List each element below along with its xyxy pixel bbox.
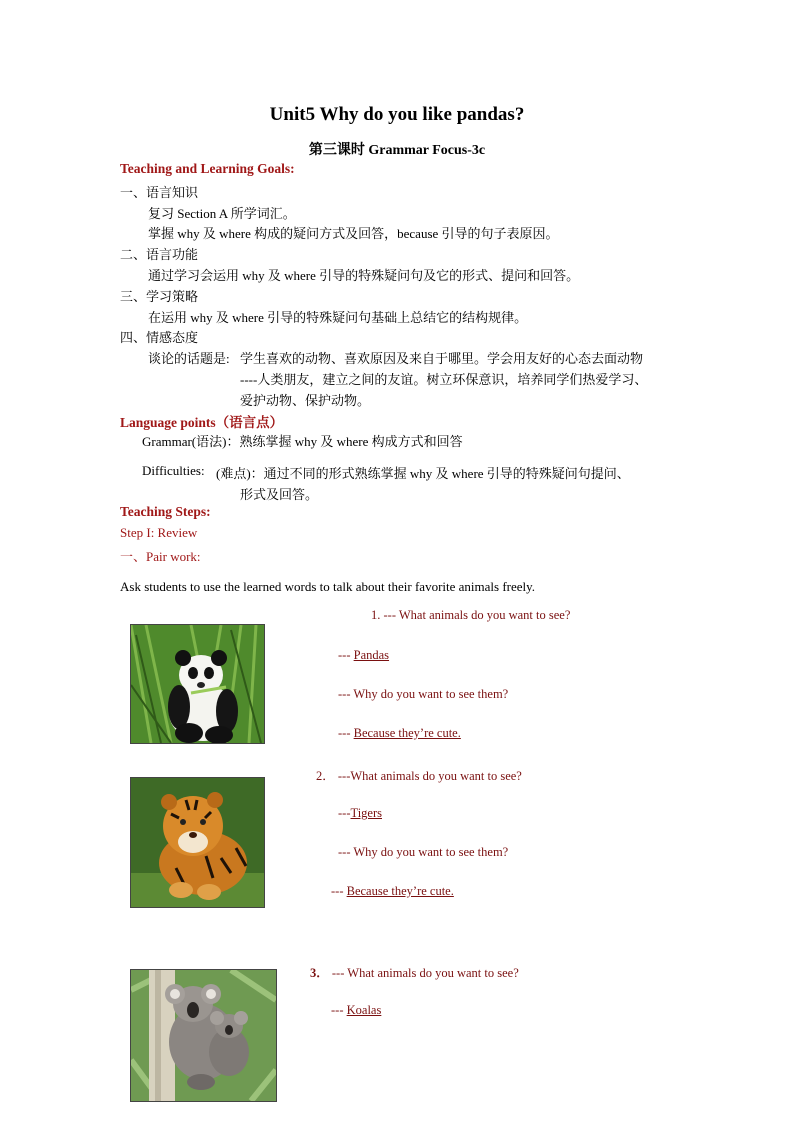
dialog-3-a1-text: Koalas [346,1003,382,1017]
pair-work-label: 一、Pair work: [120,549,201,564]
dialog-2-a1-text: Tigers [350,806,382,820]
dialog-1-a2-text: Because they’re cute. [353,726,461,740]
grammar-line: Grammar(语法)：熟练掌握 why 及 where 构成方式和回答 [142,434,463,449]
goals-section-4: 四、情感态度 [120,330,199,345]
dialog-3-question-1 [310,963,519,981]
dialog-2-question-2: --- Why do you want to see them? [338,845,509,859]
dialog-2-number: 2． [316,769,335,783]
goals-section-3: 三、学习策略 [120,289,199,304]
dialog-2-question-1 [316,766,522,784]
difficulties-line-2: 形式及回答。 [240,487,319,502]
dialog-3-q1-text: --- What animals do you want to see? [331,966,519,980]
dialog-1-answer-2 [338,726,461,741]
dialog-2-answer-2 [331,884,454,899]
dialog-1-a1-text: Pandas [353,648,390,662]
goals-section-4-line-2: ----人类朋友，建立之间的友谊。树立环保意识，培养同学们热爱学习、 [240,372,648,387]
dialog-2-q1-text: ---What animals do you want to see? [337,769,522,783]
dialog-2-a2-text: Because they’re cute. [346,884,454,898]
dialog-1-a1-prefix: --- [338,648,351,662]
page-subtitle: 第三课时 Grammar Focus-3c [308,143,486,158]
tiger-photo [130,777,265,908]
dialog-3-answer-1 [331,1003,381,1018]
goals-section-4-line-3: 爱护动物、保护动物。 [240,393,371,408]
goals-section-1-line-2: 掌握 why 及 where 构成的疑问方式及回答，because 引导的句子表原因。 [148,226,559,241]
dialog-2-a2-prefix: --- [331,884,344,898]
koala-photo [130,969,277,1102]
dialog-2-a1-prefix: --- [338,806,351,820]
goals-section-3-line-1: 在运用 why 及 where 引导的特殊疑问句基础上总结它的结构规律。 [148,310,528,325]
dialog-1-answer-1 [338,648,389,663]
dialog-3-a1-prefix: --- [331,1003,344,1017]
goals-section-4-line-1: 学生喜欢的动物、喜欢原因及来自于哪里。学会用友好的心态去面动物 [240,351,644,366]
dialog-2-answer-1 [338,806,382,821]
dialog-1-question-1 [371,608,570,623]
language-points-heading: Language points（语言点） [120,415,284,430]
page-title: Unit5 Why do you like pandas? [269,104,525,125]
difficulties-line-1: (难点)：通过不同的形式熟练掌握 why 及 where 引导的特殊疑问句提问、 [216,466,630,481]
instruction-text: Ask students to use the learned words to talk about their favorite animals freely. [120,579,536,594]
dialog-1-a2-prefix: --- [338,726,351,740]
goals-section-2-line-1: 通过学习会运用 why 及 where 引导的特殊疑问句及它的形式、提问和回答。 [148,268,580,283]
dialog-3-number: 3． [310,966,329,980]
goals-section-1: 一、语言知识 [120,185,199,200]
step-1-label: Step I: Review [120,525,198,540]
teaching-steps-heading: Teaching Steps: [120,504,211,519]
dialog-1-question-2: --- Why do you want to see them? [338,687,509,701]
panda-photo [130,624,265,744]
goals-section-4-label: 谈论的话题是: [148,351,230,366]
difficulties-label: Difficulties: [142,463,205,478]
dialog-1-q1-text: --- What animals do you want to see? [383,608,571,622]
goals-section-1-line-1: 复习 Section A 所学词汇。 [148,206,296,221]
dialog-1-number: 1. [371,608,381,622]
goals-heading: Teaching and Learning Goals: [120,161,295,176]
goals-section-2: 二、语言功能 [120,247,199,262]
